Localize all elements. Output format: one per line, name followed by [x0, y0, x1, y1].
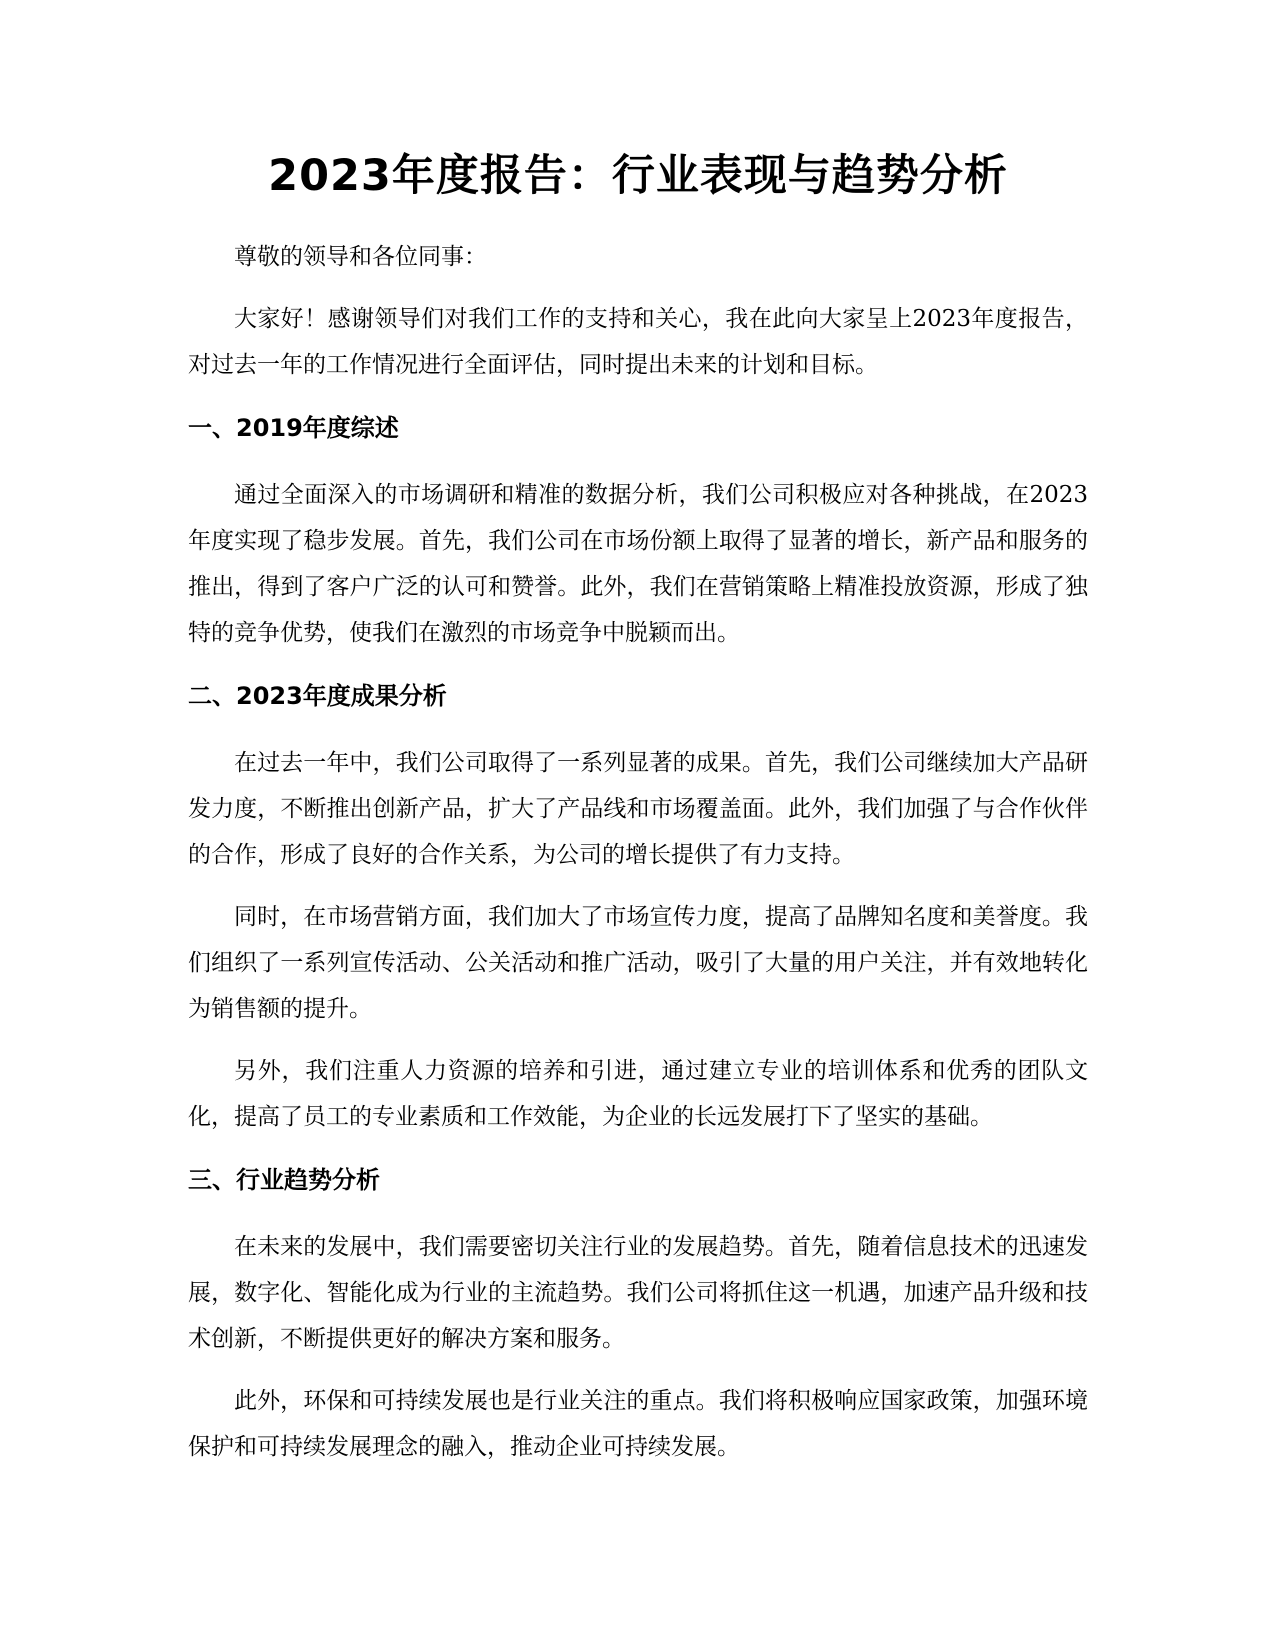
- results-paragraph-3: 另外，我们注重人力资源的培养和引进，通过建立专业的培训体系和优秀的团队文化，提高了员工的专业素质和工作效能，为企业的长远发展打下了坚实的基础。: [188, 1058, 1088, 1130]
- results-paragraph-1: 在过去一年中，我们公司取得了一系列显著的成果。首先，我们公司继续加大产品研发力度，不断推出创新产品，扩大了产品线和市场覆盖面。此外，我们加强了与合作伙伴的合作，形成了良好的合作关系，为公司的增长提供了有力支持。: [188, 750, 1088, 868]
- trends-paragraph-1: 在未来的发展中，我们需要密切关注行业的发展趋势。首先，随着信息技术的迅速发展，数字化、智能化成为行业的主流趋势。我们公司将抓住这一机遇，加速产品升级和技术创新，不断提供更好的解决方案和服务。: [188, 1234, 1088, 1352]
- intro-paragraph: 大家好！感谢领导们对我们工作的支持和关心，我在此向大家呈上2023年度报告，对过去一年的工作情况进行全面评估，同时提出未来的计划和目标。: [188, 306, 1088, 378]
- section-heading-overview: 一、2019年度综述: [188, 414, 399, 442]
- section-heading-results: 二、2023年度成果分析: [188, 682, 447, 710]
- trends-paragraph-2: 此外，环保和可持续发展也是行业关注的重点。我们将积极响应国家政策，加强环境保护和可持续发展理念的融入，推动企业可持续发展。: [188, 1388, 1088, 1460]
- overview-paragraph: 通过全面深入的市场调研和精准的数据分析，我们公司积极应对各种挑战，在2023年度实现了稳步发展。首先，我们公司在市场份额上取得了显著的增长，新产品和服务的推出，得到了客户广泛的认可和赞誉。此外，我们在营销策略上精准投放资源，形成了独特的竞争优势，使我们在激烈的市场竞争中脱颖而出。: [188, 482, 1088, 646]
- salutation: 尊敬的领导和各位同事：: [234, 244, 487, 270]
- document-page: [188, 146, 1088, 1486]
- section-heading-trends: 三、行业趋势分析: [188, 1166, 380, 1194]
- results-paragraph-2: 同时，在市场营销方面，我们加大了市场宣传力度，提高了品牌知名度和美誉度。我们组织了一系列宣传活动、公关活动和推广活动，吸引了大量的用户关注，并有效地转化为销售额的提升。: [188, 904, 1088, 1022]
- document-title: 2023年度报告：行业表现与趋势分析: [268, 151, 1008, 201]
